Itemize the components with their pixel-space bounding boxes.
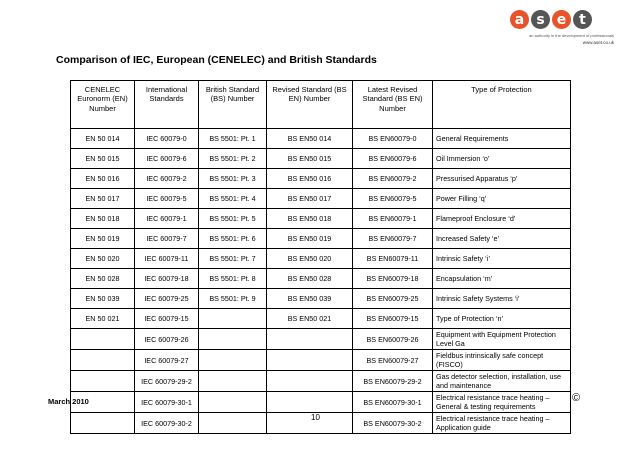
- cell-cenelec: EN 50 018: [71, 209, 135, 229]
- cell-british-standard: BS 5501: Pt. 8: [199, 269, 267, 289]
- cell-latest-revised: BS EN60079-26: [353, 329, 433, 350]
- cell-revised-standard: [267, 350, 353, 371]
- cell-revised-standard: [267, 413, 353, 434]
- cell-international: IEC 60079-30-1: [135, 392, 199, 413]
- header-international: International Standards: [135, 81, 199, 129]
- cell-revised-standard: [267, 392, 353, 413]
- cell-type-of-protection: Type of Protection ‘n’: [433, 309, 571, 329]
- cell-latest-revised: BS EN60079-5: [353, 189, 433, 209]
- cell-international: IEC 60079-18: [135, 269, 199, 289]
- footer-date: March 2010: [48, 397, 89, 406]
- header-revised-standard: Revised Standard (BS EN) Number: [267, 81, 353, 129]
- cell-international: IEC 60079-30-2: [135, 413, 199, 434]
- cell-international: IEC 60079-6: [135, 149, 199, 169]
- cell-type-of-protection: Flameproof Enclosure ‘d’: [433, 209, 571, 229]
- cell-international: IEC 60079-7: [135, 229, 199, 249]
- cell-type-of-protection: Electrical resistance trace heating – General & testing requirements: [433, 392, 571, 413]
- table-row: [71, 329, 571, 350]
- cell-latest-revised: BS EN60079-7: [353, 229, 433, 249]
- cell-international: IEC 60079-5: [135, 189, 199, 209]
- cell-type-of-protection: Intrinsic Safety Systems ‘i’: [433, 289, 571, 309]
- cell-latest-revised: BS EN60079-29-2: [353, 371, 433, 392]
- cell-cenelec: EN 50 017: [71, 189, 135, 209]
- cell-type-of-protection: Oil Immersion ‘o’: [433, 149, 571, 169]
- cell-cenelec: [71, 329, 135, 350]
- cell-type-of-protection: Encapsulation ‘m’: [433, 269, 571, 289]
- logo-letter-a: a: [510, 10, 529, 29]
- cell-revised-standard: BS EN50 028: [267, 269, 353, 289]
- page-title: Comparison of IEC, European (CENELEC) and British Standards: [56, 54, 377, 66]
- table-row: [71, 392, 571, 413]
- cell-cenelec: EN 50 016: [71, 169, 135, 189]
- cell-revised-standard: BS EN50 039: [267, 289, 353, 309]
- table-row: [71, 189, 571, 209]
- cell-international: IEC 60079-11: [135, 249, 199, 269]
- copyright-symbol: ©: [572, 392, 581, 404]
- cell-british-standard: BS 5501: Pt. 2: [199, 149, 267, 169]
- cell-cenelec: [71, 350, 135, 371]
- cell-revised-standard: BS EN50 015: [267, 149, 353, 169]
- cell-international: IEC 60079-15: [135, 309, 199, 329]
- cell-cenelec: EN 50 021: [71, 309, 135, 329]
- cell-international: IEC 60079-29-2: [135, 371, 199, 392]
- logo-url: www.aset.co.uk: [582, 40, 614, 45]
- cell-latest-revised: BS EN60079-2: [353, 169, 433, 189]
- cell-cenelec: EN 50 020: [71, 249, 135, 269]
- cell-revised-standard: BS EN50 014: [267, 129, 353, 149]
- cell-british-standard: BS 5501: Pt. 7: [199, 249, 267, 269]
- logo-letter-e: e: [552, 10, 571, 29]
- cell-latest-revised: BS EN60079-0: [353, 129, 433, 149]
- table-row: [71, 289, 571, 309]
- cell-revised-standard: [267, 371, 353, 392]
- table-row: [71, 149, 571, 169]
- cell-international: IEC 60079-26: [135, 329, 199, 350]
- cell-type-of-protection: Increased Safety ‘e’: [433, 229, 571, 249]
- cell-revised-standard: BS EN50 016: [267, 169, 353, 189]
- cell-british-standard: [199, 392, 267, 413]
- cell-british-standard: [199, 413, 267, 434]
- cell-british-standard: [199, 371, 267, 392]
- cell-revised-standard: [267, 329, 353, 350]
- table-row: [71, 209, 571, 229]
- cell-revised-standard: BS EN50 019: [267, 229, 353, 249]
- cell-type-of-protection: Intrinsic Safety ‘i’: [433, 249, 571, 269]
- cell-cenelec: [71, 371, 135, 392]
- logo-letter-t: t: [573, 10, 592, 29]
- cell-british-standard: BS 5501: Pt. 1: [199, 129, 267, 149]
- table-row: [71, 229, 571, 249]
- cell-revised-standard: BS EN50 021: [267, 309, 353, 329]
- cell-latest-revised: BS EN60079-11: [353, 249, 433, 269]
- logo-letters: [510, 10, 592, 29]
- table-row: [71, 269, 571, 289]
- cell-british-standard: BS 5501: Pt. 5: [199, 209, 267, 229]
- table-row: [71, 371, 571, 392]
- logo-tagline: an authority in the development of professionals: [529, 33, 614, 38]
- table-row: [71, 249, 571, 269]
- cell-british-standard: BS 5501: Pt. 3: [199, 169, 267, 189]
- cell-international: IEC 60079-0: [135, 129, 199, 149]
- cell-latest-revised: BS EN60079-15: [353, 309, 433, 329]
- header-cenelec: CENELEC Euronorm (EN) Number: [71, 81, 135, 129]
- cell-british-standard: BS 5501: Pt. 4: [199, 189, 267, 209]
- page-number: 10: [311, 413, 320, 422]
- cell-type-of-protection: Pressurised Apparatus ‘p’: [433, 169, 571, 189]
- cell-revised-standard: BS EN50 018: [267, 209, 353, 229]
- table-body: [71, 129, 571, 434]
- cell-british-standard: [199, 329, 267, 350]
- header-type-of-protection: Type of Protection: [433, 81, 571, 129]
- cell-type-of-protection: Equipment with Equipment Protection Level Ga: [433, 329, 571, 350]
- cell-type-of-protection: Electrical resistance trace heating – Application guide: [433, 413, 571, 434]
- cell-revised-standard: BS EN50 017: [267, 189, 353, 209]
- table-row: [71, 169, 571, 189]
- cell-latest-revised: BS EN60079-6: [353, 149, 433, 169]
- cell-latest-revised: BS EN60079-18: [353, 269, 433, 289]
- cell-cenelec: EN 50 028: [71, 269, 135, 289]
- header-latest-revised: Latest Revised Standard (BS EN) Number: [353, 81, 433, 129]
- cell-type-of-protection: General Requirements: [433, 129, 571, 149]
- cell-cenelec: EN 50 039: [71, 289, 135, 309]
- cell-international: IEC 60079-1: [135, 209, 199, 229]
- cell-latest-revised: BS EN60079-25: [353, 289, 433, 309]
- cell-british-standard: [199, 309, 267, 329]
- cell-revised-standard: BS EN50 020: [267, 249, 353, 269]
- cell-cenelec: [71, 413, 135, 434]
- cell-latest-revised: BS EN60079-30-2: [353, 413, 433, 434]
- cell-british-standard: BS 5501: Pt. 9: [199, 289, 267, 309]
- cell-cenelec: EN 50 014: [71, 129, 135, 149]
- cell-international: IEC 60079-25: [135, 289, 199, 309]
- cell-latest-revised: BS EN60079-27: [353, 350, 433, 371]
- cell-cenelec: EN 50 019: [71, 229, 135, 249]
- cell-british-standard: BS 5501: Pt. 6: [199, 229, 267, 249]
- table-header-row: [71, 81, 571, 129]
- header-british-standard: British Standard (BS) Number: [199, 81, 267, 129]
- standards-table: [70, 80, 571, 434]
- table-row: [71, 129, 571, 149]
- cell-type-of-protection: Power Filling ‘q’: [433, 189, 571, 209]
- cell-international: IEC 60079-27: [135, 350, 199, 371]
- cell-latest-revised: BS EN60079-1: [353, 209, 433, 229]
- logo-letter-s: s: [531, 10, 550, 29]
- cell-latest-revised: BS EN60079-30-1: [353, 392, 433, 413]
- table-row: [71, 350, 571, 371]
- cell-british-standard: [199, 350, 267, 371]
- cell-type-of-protection: Gas detector selection, installation, use and maintenance: [433, 371, 571, 392]
- cell-cenelec: EN 50 015: [71, 149, 135, 169]
- table-row: [71, 309, 571, 329]
- table-row: [71, 413, 571, 434]
- aset-logo: [480, 4, 618, 46]
- cell-international: IEC 60079-2: [135, 169, 199, 189]
- cell-type-of-protection: Fieldbus intrinsically safe concept (FISCO): [433, 350, 571, 371]
